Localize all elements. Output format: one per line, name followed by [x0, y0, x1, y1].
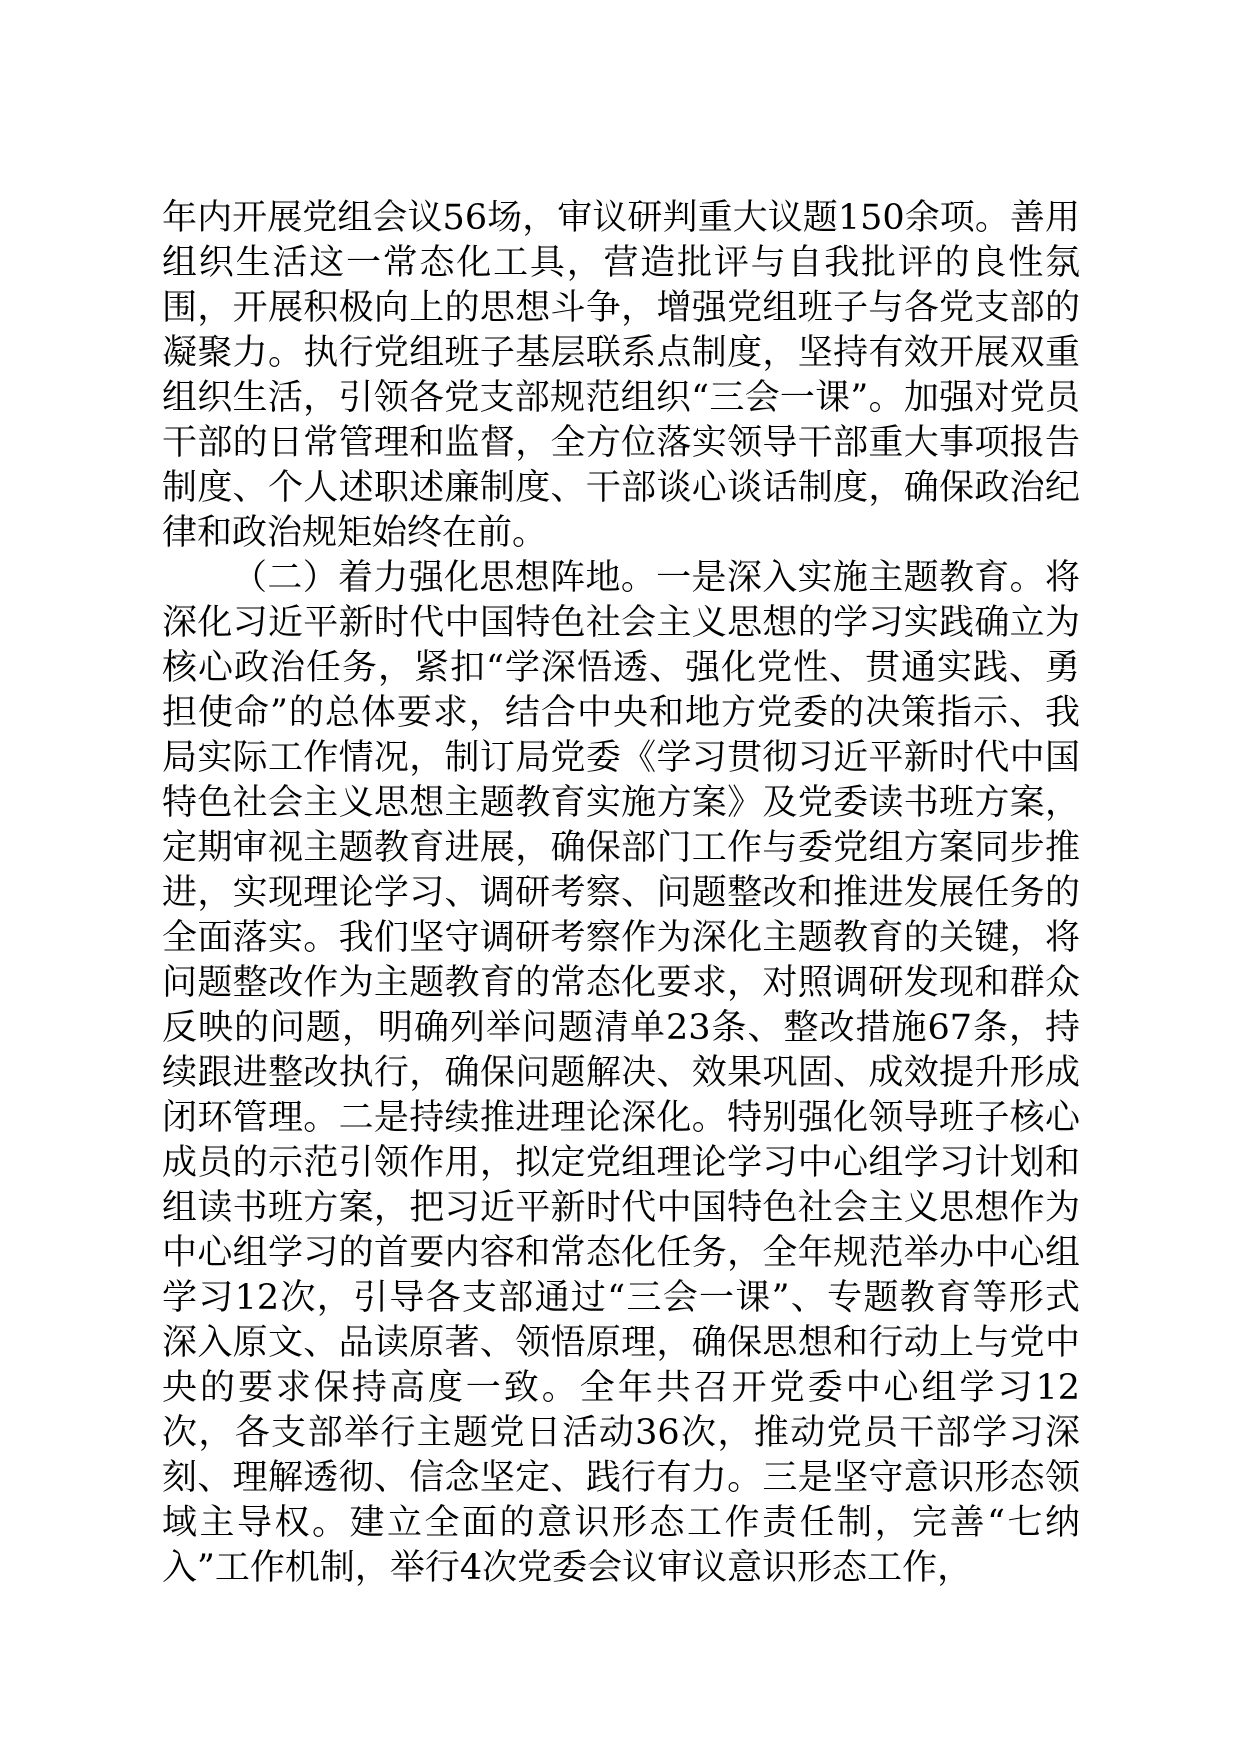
paragraph-continuation: 年内开展党组会议56场，审议研判重大议题150余项。善用组织生活这一常态化工具，营造批评与自我批评的良性氛围，开展积极向上的思想斗争，增强党组班子与各党支部的凝聚力。执行党组班子基层联系点制度，坚持有效开展双重组织生活，引领各党支部规范组织“三会一课”。加强对党员干部的日常管理和监督，全方位落实领导干部重大事项报告制度、个人述职述廉制度、干部谈心谈话制度，确保政治纪律和政治规矩始终在前。 — [162, 198, 1080, 553]
document-body — [162, 196, 1080, 1591]
paragraph-ideological-front: （二）着力强化思想阵地。一是深入实施主题教育。将深化习近平新时代中国特色社会主义思想的学习实践确立为核心政治任务，紧扣“学深悟透、强化党性、贯通实践、勇担使命”的总体要求，结合中央和地方党委的决策指示、我局实际工作情况，制订局党委《学习贯彻习近平新时代中国特色社会主义思想主题教育实施方案》及党委读书班方案，定期审视主题教育进展，确保部门工作与委党组方案同步推进，实现理论学习、调研考察、问题整改和推进发展任务的全面落实。我们坚守调研考察作为深化主题教育的关键，将问题整改作为主题教育的常态化要求，对照调研发现和群众反映的问题，明确列举问题清单23条、整改措施67条，持续跟进整改执行，确保问题解决、效果巩固、成效提升形成闭环管理。二是持续推进理论深化。特别强化领导班子核心成员的示范引领作用，拟定党组理论学习中心组学习计划和组读书班方案，把习近平新时代中国特色社会主义思想作为中心组学习的首要内容和常态化任务，全年规范举办中心组学习12次，引导各支部通过“三会一课”、专题教育等形式深入原文、品读原著、领悟原理，确保思想和行动上与党中央的要求保持高度一致。全年共召开党委中心组学习12次，各支部举行主题党日活动36次，推动党员干部学习深刻、理解透彻、信念坚定、践行有力。三是坚守意识形态领域主导权。建立全面的意识形态工作责任制，完善“七纳入”工作机制，举行4次党委会议审议意识形态工作， — [162, 558, 1080, 1588]
